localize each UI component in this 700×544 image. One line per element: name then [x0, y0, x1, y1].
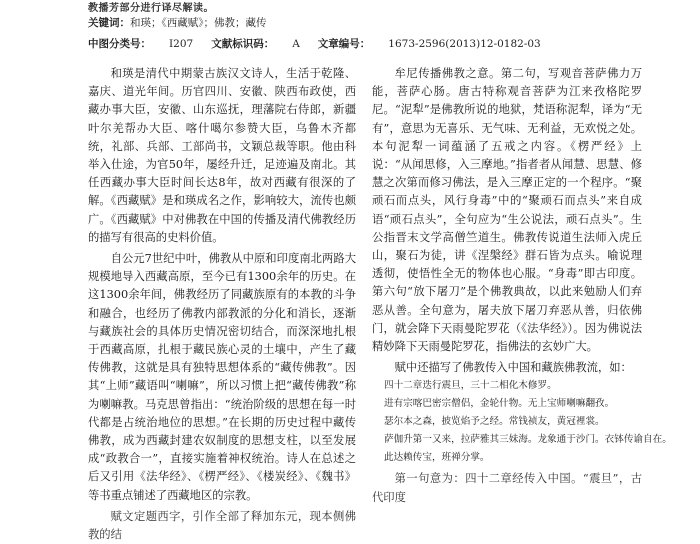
verse-line: 萨伽升第一又来，拉萨雅其三妹海。龙象通于沙门。衣钵传谕自在。	[384, 434, 672, 446]
verse-line: 四十二章迭行震旦，三十二相化木修罗。	[384, 380, 557, 392]
paragraph-cut: 第一句意为：四十二章经传入中国。“震旦”，古代印度	[372, 472, 642, 504]
keywords-label: 关键词：	[88, 17, 130, 29]
paragraph: 赋中还描写了佛教传入中国和藏族佛教流，如：	[394, 361, 632, 375]
doc-code-label: 文献标识码：	[211, 38, 275, 50]
verse-line: 瑟尔本之森，披览焰予之经。常钱祯友，黄冠裡裳。	[384, 416, 605, 428]
article-number-value: 1673-2596(2013)12-0182-03	[388, 38, 541, 50]
keywords-value: 和瑛；《西藏赋》；佛教；藏传	[130, 17, 267, 29]
keywords-line	[88, 15, 267, 30]
paragraph: 自公元7世纪中叶，佛教从中原和印度南北两路大规模地导入西藏高原，至今已有1300余年的历史。在这1300余年间，佛教经历了同藏族原有的本教的斗争和融合，也经历了佛教内部教派的分化和消长，逐渐与藏族社会的具体历史情况密切结合，而深深地扎根于西藏高原，扎根于藏民族心灵的土壤中，产生了藏传佛教，这就是具有独特思想体系的“藏传佛教”。因其“上师”藏语叫“喇嘛”，所以习惯上把“藏传佛教”称为喇嘛教。马克思曾指出：“统治阶级的思想在每一时代都是占统治地位的思想。”在长期的历史过程中藏传佛教，成为西藏封建农奴制度的思想支柱，以至发展成“政教合一”，直接实施着神权统治。诗人在总述之后又引用《法华经》、《楞严经》、《楼炭经》、《魏书》等书重点铺述了西藏地区的宗教。	[88, 252, 356, 502]
classification-line	[88, 36, 541, 51]
paragraph-cut: 赋文定题西字，引作全部了释加东元，现本侧佛教的结	[88, 509, 356, 542]
clc-label: 中图分类号：	[88, 38, 151, 50]
paragraph: 和瑛是清代中期蒙古族汉文诗人，生活于乾隆、嘉庆、道光年间。历官四川、安徽、陕西布政使，西藏办事大臣，安徽、山东巡抚，理藩院右侍郎，新疆叶尔羌帮办大臣、喀什噶尔参赞大臣，乌鲁木齐都统，礼部、兵部、工部尚书，文颖总裁等职。他由科举入仕途，为官50年，屡经升迁，足迹遍及南北。其任西藏办事大臣时间长达8年，故对西藏有很深的了解。《西藏赋》是和瑛成名之作，影响较大，流传也颇广。《西藏赋》中对佛教在中国的传播及清代佛教经历的描写有很高的史料价值。	[88, 67, 356, 244]
verse-line: 此达赖传宝，班禅分掌。	[384, 452, 490, 464]
clc-value: I207	[169, 38, 194, 50]
right-column	[372, 65, 672, 507]
doc-code-value: A	[292, 38, 300, 50]
paragraph: 牟尼传播佛教之意。第二句，写观音菩萨佛力万能，菩萨心肠。唐古特称观音菩萨为江来孜格陀罗尼。“泥犁”是佛教所说的地狱，梵语称泥犁，译为“无有”，意思为无喜乐、无气味、无利益，无欢悦之处。本句泥犁一词蕴涵了五戒之内容。《楞严经》上说：“从闻思修，入三摩地。”指者者从闻慧、思慧、修慧之次第而修习佛法，是入三摩正定的一个程序。“聚顽石而点头，风行身毒”中的“聚顽石而点头”来自成语“顽石点头”，全句应为“生公说法，顽石点头”。生公指晋末文学高僧竺道生。佛教传说道生法师入虎丘山，聚石为徒，讲《涅槃经》群石皆为点头。喻说理透彻，使悟性全无的物体也心服。“身毒”即古印度。第六句“放下屠刀”是个佛教典故，以此来勉励人们弃恶从善。全句意为，屠夫放下屠刀弃恶从善，归依佛门，就会降下天雨曼陀罗花（《法华经》）。因为佛说法精妙降下天雨曼陀罗花，指佛法的玄妙广大。	[372, 67, 642, 354]
left-column	[88, 65, 356, 544]
verse-line: 进有宗喀巴密宗僧侣，金轮什物。无上宝师喇嘛翻孜。	[384, 398, 615, 410]
article-number-label: 文章编号：	[317, 38, 371, 50]
header-fragment: 教播芳部分进行译尽解读。	[88, 3, 214, 14]
